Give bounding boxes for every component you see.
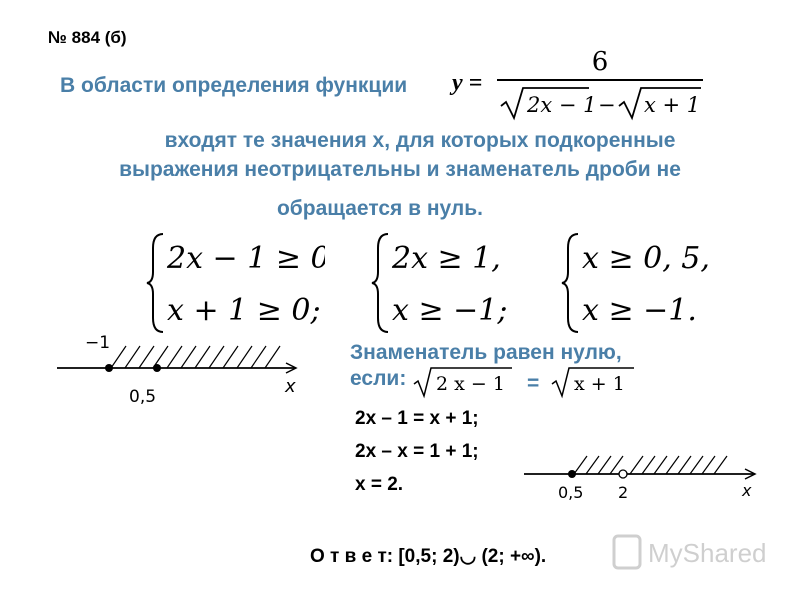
explanation-paragraph [60, 126, 740, 223]
function-fraction [497, 42, 703, 122]
function-y-equals: y = [452, 70, 483, 96]
myshared-watermark [612, 528, 782, 584]
number-line-1-point-half [153, 364, 161, 372]
sqrt-term-2: x + 1 [644, 93, 701, 117]
problem-number: № 884 (б) [48, 28, 127, 47]
system-3-row-2: x ≥ −1. [582, 293, 697, 328]
calc-step-2: 2x – x = 1 + 1; [355, 441, 479, 462]
number-line-2-label-two: 2 [618, 483, 629, 502]
number-line-2-label-half: 0,5 [558, 483, 584, 502]
system-1 [145, 228, 325, 338]
number-line-1-label-minus1: −1 [85, 333, 111, 353]
equation-rhs: x + 1 [574, 373, 625, 395]
number-line-1-axis-label: x [285, 376, 296, 397]
number-line-1-label-half: 0,5 [129, 387, 157, 407]
system-2-row-1: 2x ≥ 1, [392, 241, 501, 276]
system-3 [560, 228, 710, 338]
number-line-1-point-minus1 [105, 364, 113, 372]
system-2 [370, 228, 510, 338]
number-line-2-point-two [619, 470, 627, 478]
number-line-2-axis-label: x [742, 481, 752, 500]
fraction-minus: − [598, 93, 616, 117]
system-3-brace [562, 234, 578, 332]
intro-text: В области определения функции [60, 74, 408, 97]
equation-lhs: 2 x − 1 [436, 373, 505, 395]
denominator-line-2: если: [350, 367, 407, 390]
answer-text: О т в е т: [0,5; 2)◡ (2; +∞). [310, 546, 547, 567]
number-line-1-hatching [111, 346, 280, 368]
system-2-brace [372, 234, 388, 332]
number-line-2 [522, 450, 762, 505]
fraction-numerator: 6 [591, 47, 609, 77]
explanation-line-2: выражения неотрицательны и знаменатель дроби не [119, 158, 681, 181]
system-2-row-2: x ≥ −1; [392, 293, 508, 328]
calc-step-3: x = 2. [355, 474, 404, 495]
explanation-line-3: обращается в нуль. [276, 197, 484, 220]
denominator-line-1: Знаменатель равен нулю, [350, 341, 622, 364]
watermark-logo-icon [614, 536, 640, 568]
number-line-2-point-half [568, 470, 576, 478]
watermark-text: MyShared [648, 538, 767, 568]
system-1-row-1: 2x − 1 ≥ 0, [167, 241, 325, 276]
number-line-2-hatching [574, 456, 727, 474]
system-1-row-2: x + 1 ≥ 0; [167, 293, 321, 328]
number-line-1 [55, 330, 305, 410]
system-3-row-1: x ≥ 0, 5, [582, 241, 710, 276]
explanation-line-1: входят те значения x, для которых подкоренные [164, 129, 676, 152]
equation-eq: = [527, 372, 540, 395]
calc-step-1: 2x – 1 = x + 1; [355, 408, 479, 429]
sqrt-term-1: 2x − 1 [527, 93, 597, 117]
denominator-equation [412, 364, 638, 400]
system-1-brace [147, 234, 163, 332]
